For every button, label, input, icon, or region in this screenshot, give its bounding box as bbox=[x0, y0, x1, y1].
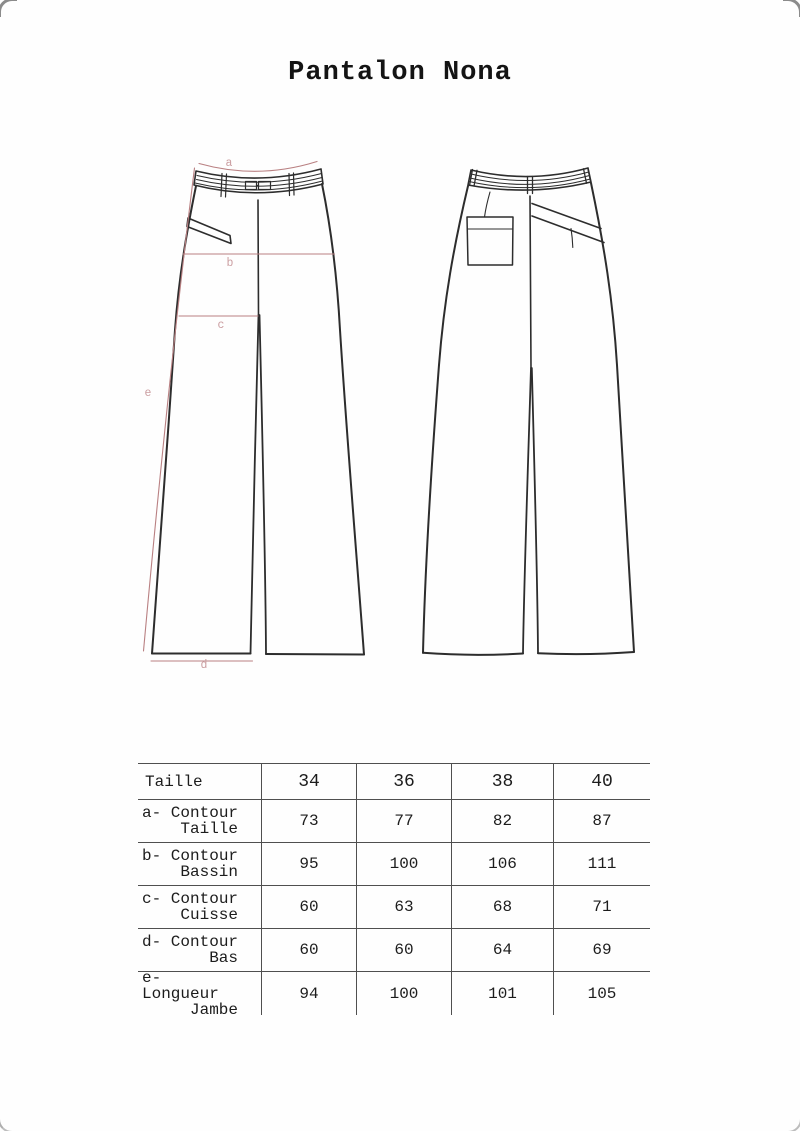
back-right-side-seam bbox=[591, 183, 634, 652]
measurement-marks bbox=[144, 162, 335, 662]
measure-line-a bbox=[199, 162, 317, 172]
table-cell: 87 bbox=[553, 800, 650, 843]
table-cell: 60 bbox=[261, 886, 356, 929]
row-label-line2: Jambe bbox=[189, 1000, 238, 1019]
table-cell: 71 bbox=[553, 886, 650, 929]
table-header-size-40: 40 bbox=[553, 763, 650, 800]
table-header-size-36: 36 bbox=[356, 763, 451, 800]
back-center-seam bbox=[530, 196, 531, 368]
page-corner-artifact bbox=[784, 1115, 800, 1131]
table-cell: 106 bbox=[451, 843, 553, 886]
table-cell: 64 bbox=[451, 929, 553, 972]
measure-label-d: d bbox=[200, 659, 208, 672]
back-belt-loop bbox=[528, 177, 533, 194]
front-right-inseam bbox=[260, 315, 267, 654]
table-cell: 73 bbox=[261, 800, 356, 843]
row-label-contour-taille bbox=[138, 800, 261, 843]
front-pocket bbox=[187, 218, 231, 244]
page-corner-artifact bbox=[0, 1115, 16, 1131]
table-cell: 101 bbox=[451, 972, 553, 1015]
back-right-hem bbox=[538, 652, 634, 654]
table-header-size-38: 38 bbox=[451, 763, 553, 800]
table-header-size-34: 34 bbox=[261, 763, 356, 800]
table-cell: 77 bbox=[356, 800, 451, 843]
measure-label-c: c bbox=[217, 319, 225, 332]
table-cell: 111 bbox=[553, 843, 650, 886]
table-cell: 60 bbox=[261, 929, 356, 972]
row-label-contour-bassin bbox=[138, 843, 261, 886]
table-cell: 100 bbox=[356, 843, 451, 886]
front-left-inseam bbox=[251, 315, 259, 654]
table-cell: 60 bbox=[356, 929, 451, 972]
row-label-line1: d- Contour bbox=[142, 933, 239, 951]
table-cell: 63 bbox=[356, 886, 451, 929]
table-cell: 82 bbox=[451, 800, 553, 843]
front-belt-loop bbox=[289, 173, 294, 196]
table-cell: 95 bbox=[261, 843, 356, 886]
back-waistband bbox=[468, 168, 591, 190]
back-left-inseam bbox=[523, 368, 531, 654]
back-right-inseam bbox=[532, 368, 538, 653]
front-center-seam bbox=[258, 200, 259, 315]
measure-label-a: a bbox=[225, 157, 233, 170]
table-cell: 105 bbox=[553, 972, 650, 1015]
table-cell: 100 bbox=[356, 972, 451, 1015]
front-right-side-seam bbox=[322, 184, 364, 655]
back-pocket-dart bbox=[485, 192, 491, 217]
front-right-hem bbox=[266, 654, 364, 655]
row-label-line2: Cuisse bbox=[180, 906, 238, 924]
page-title: Pantalon Nona bbox=[288, 58, 512, 88]
row-label-longueur-jambe bbox=[138, 968, 261, 1019]
back-yoke-seam bbox=[532, 204, 601, 229]
back-left-side-seam bbox=[423, 186, 468, 653]
row-label-contour-bas bbox=[138, 929, 261, 972]
row-label-line2: Bas bbox=[209, 949, 238, 967]
row-label-contour-cuisse bbox=[138, 886, 261, 929]
back-left-hem bbox=[423, 653, 523, 655]
row-label-line1: c- Contour bbox=[142, 890, 239, 908]
table-cell: 94 bbox=[261, 972, 356, 1015]
back-pocket bbox=[467, 217, 513, 265]
back-view bbox=[423, 168, 634, 655]
measure-label-b: b bbox=[226, 257, 234, 270]
row-label-line1: a- Contour bbox=[142, 804, 239, 822]
table-cell: 69 bbox=[553, 929, 650, 972]
row-label-line2: Taille bbox=[180, 820, 238, 838]
back-yoke-seam bbox=[532, 216, 604, 243]
row-label-line1: b- Contour bbox=[142, 847, 239, 865]
table-cell: 68 bbox=[451, 886, 553, 929]
measurement-labels bbox=[145, 157, 234, 672]
table-header-label bbox=[138, 763, 261, 800]
table-header-label-text: Taille bbox=[145, 772, 203, 791]
row-label-line1: e- Longueur bbox=[142, 968, 219, 1003]
row-label-line2: Bassin bbox=[180, 863, 238, 881]
size-table bbox=[138, 763, 650, 1019]
front-left-side-seam bbox=[152, 186, 196, 654]
measure-label-e: e bbox=[144, 387, 152, 400]
front-view bbox=[152, 169, 364, 655]
